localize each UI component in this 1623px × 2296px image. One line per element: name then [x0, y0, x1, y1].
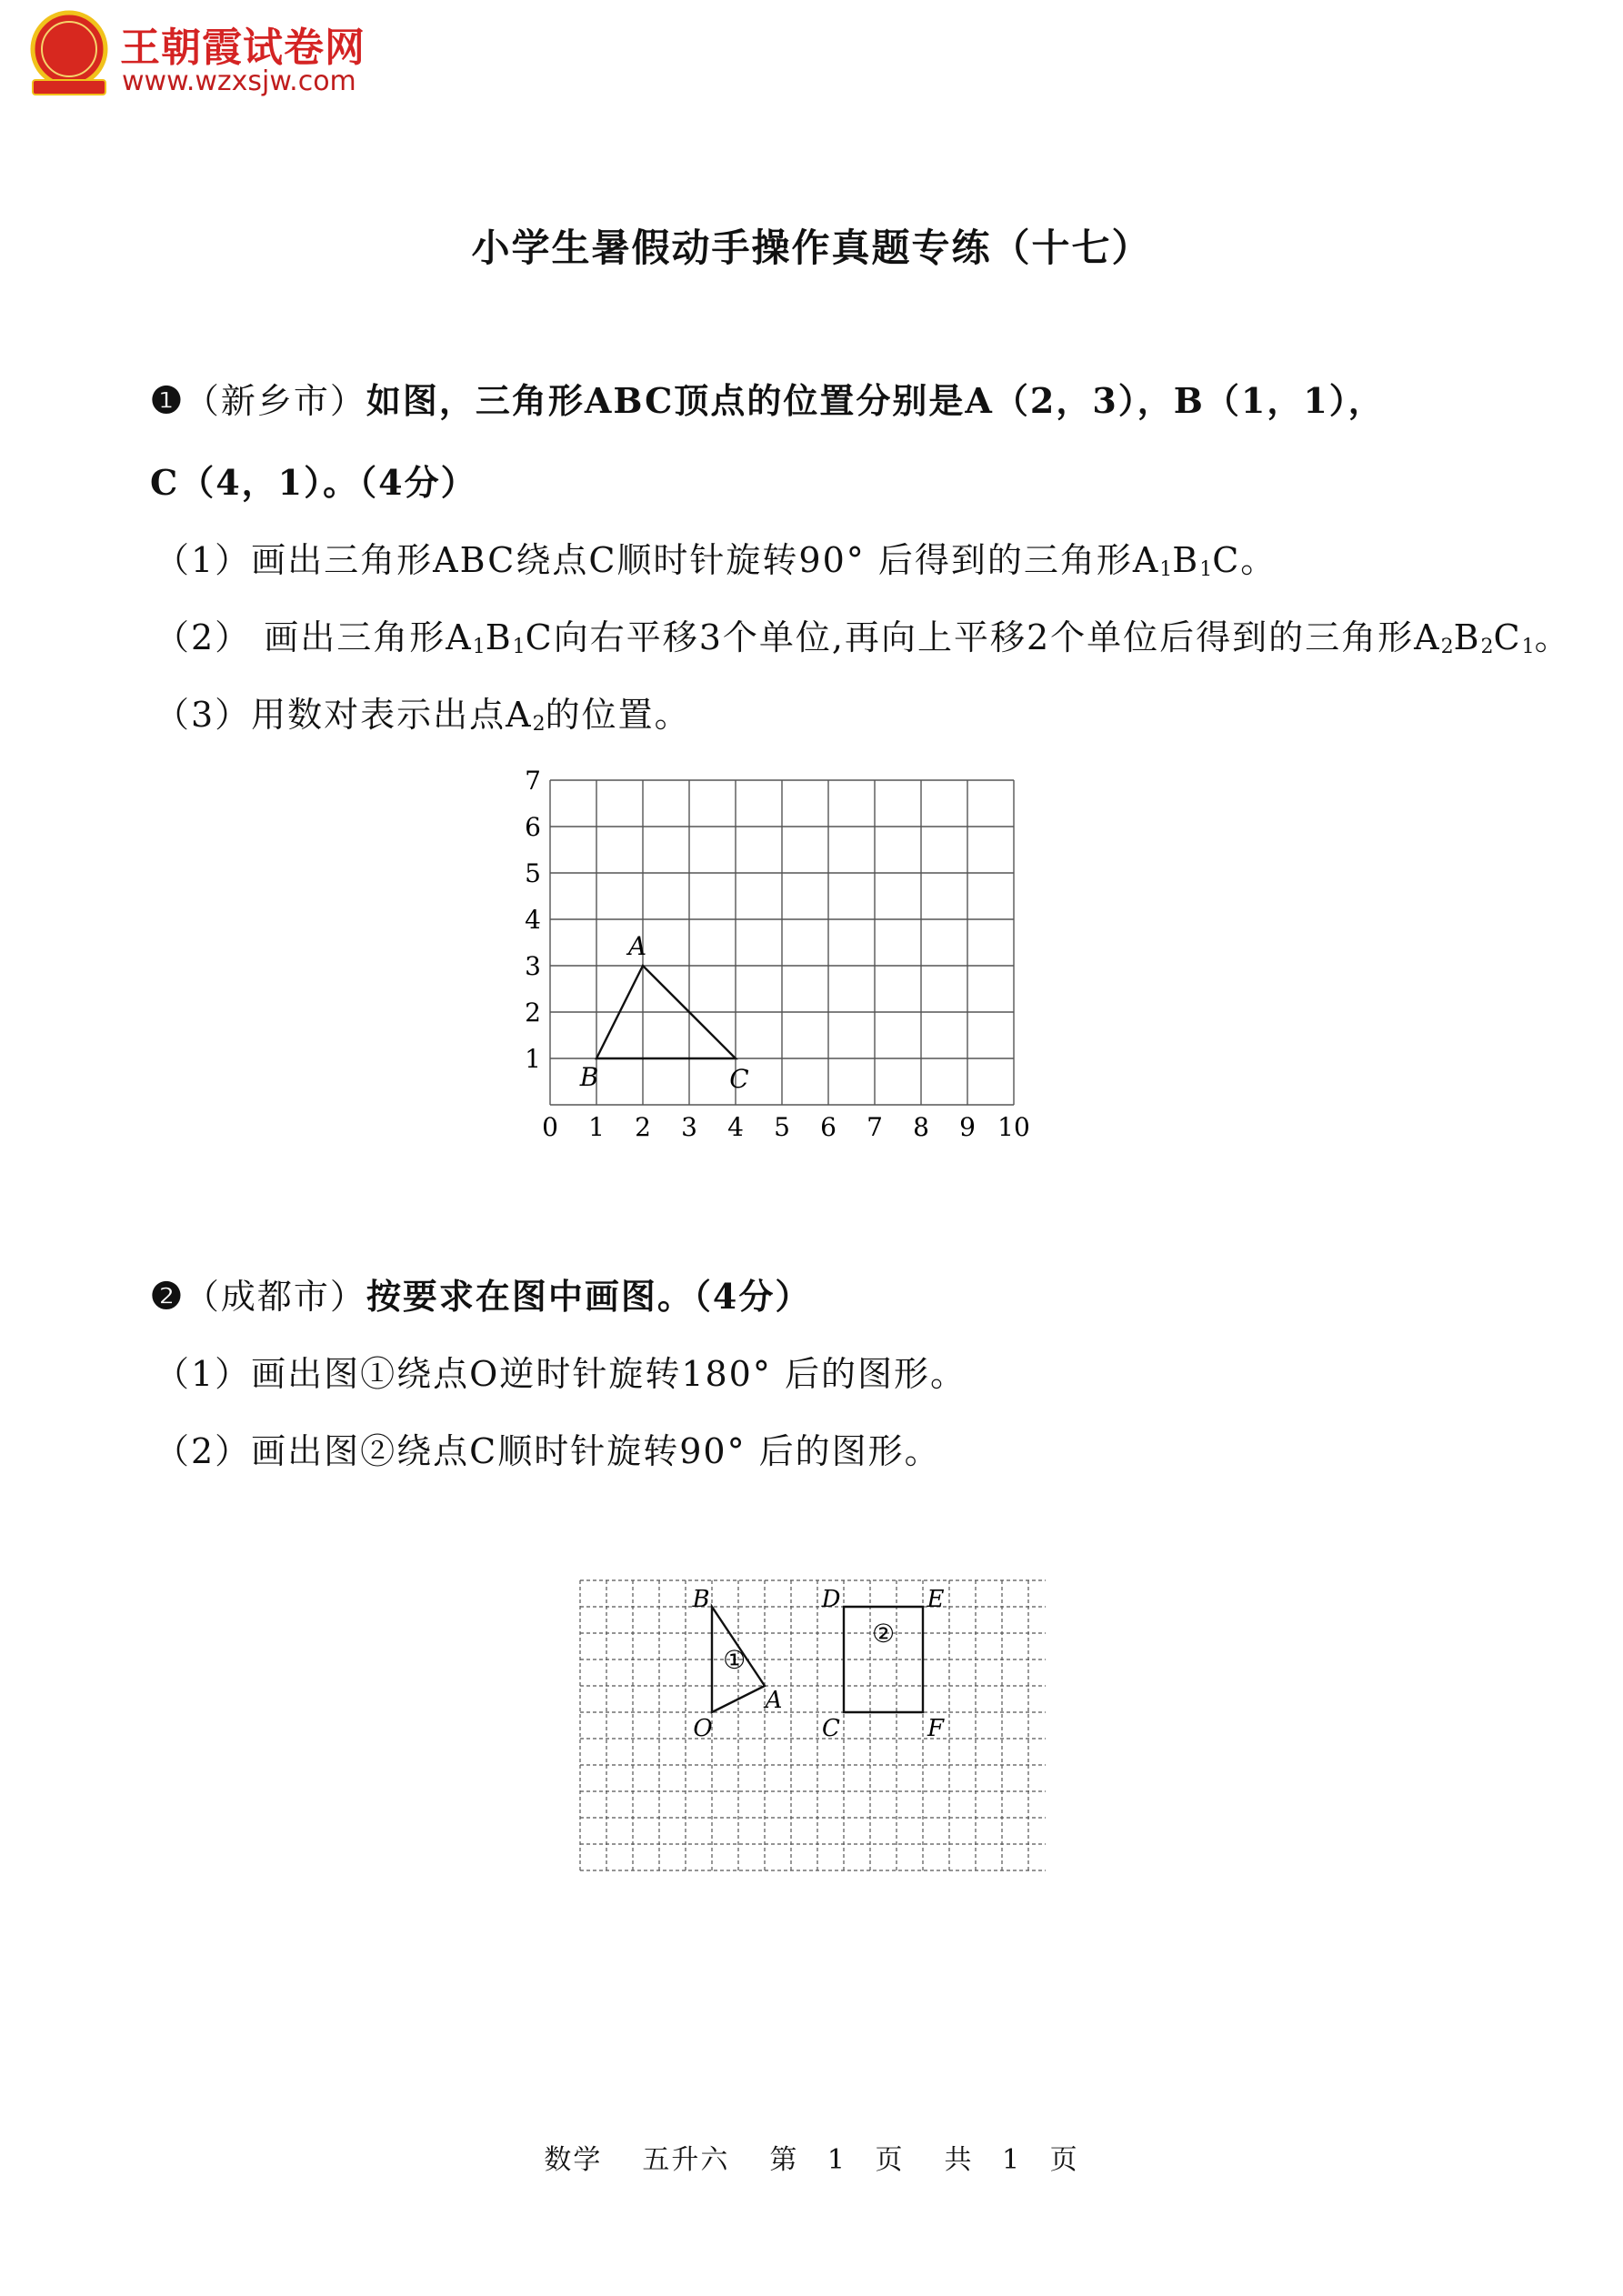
- point-label-a: A: [765, 1687, 783, 1714]
- coordinate-grid-figure: [509, 768, 1055, 1150]
- q1-part3-text: 的位置。: [545, 695, 691, 735]
- point-label-b: B: [692, 1586, 710, 1613]
- y-tick-label: 6: [525, 812, 541, 842]
- q1-part1-text: （1）画出三角形ABC绕点C顺时针旋转90° 后得到的三角形A: [155, 540, 1160, 580]
- point-label-c: C: [822, 1715, 840, 1742]
- x-tick-label: 10: [997, 1112, 1030, 1142]
- footer-subject: 数学: [544, 2144, 603, 2176]
- q1-part2-text: C: [1493, 617, 1522, 657]
- point-label-f: F: [927, 1715, 945, 1742]
- y-tick-label: 4: [525, 905, 541, 935]
- x-tick-label: 4: [727, 1112, 744, 1142]
- footer-grade: 五升六: [642, 2144, 730, 2176]
- x-tick-label: 2: [635, 1112, 651, 1142]
- q2-stem-text: 按要求在图中画图。（4分）: [366, 1276, 812, 1317]
- q1-stem-line2: C（4，1）。（4分）: [150, 462, 477, 503]
- figure-1-label: ①: [723, 1645, 746, 1676]
- footer-total: 共 1 页: [944, 2144, 1079, 2176]
- q1-region: （新乡市）: [184, 381, 366, 421]
- y-tick-label: 7: [525, 768, 541, 796]
- q2-region: （成都市）: [184, 1277, 366, 1317]
- x-tick-label: 9: [959, 1112, 976, 1142]
- figure-2-label: ②: [871, 1619, 896, 1649]
- point-label-d: D: [821, 1586, 841, 1613]
- x-tick-label: 7: [867, 1112, 883, 1142]
- site-logo: [27, 9, 409, 109]
- subscript: 1: [1199, 558, 1213, 581]
- page-title: 小学生暑假动手操作真题专练（十七）: [471, 226, 1152, 270]
- q1-part2-text: （2） 画出三角形A: [155, 617, 473, 657]
- q1-part2-text: B: [485, 617, 513, 657]
- x-tick-label: 1: [588, 1112, 605, 1142]
- q1-stem-line1: [150, 373, 1385, 423]
- point-label-o: O: [693, 1715, 713, 1742]
- y-tick-label: 5: [525, 858, 541, 888]
- subscript: 2: [1440, 636, 1454, 658]
- rotation-grid-figure: [573, 1573, 1046, 1882]
- y-tick-label: 3: [525, 951, 541, 981]
- footer-page: 第 1 页: [769, 2144, 905, 2176]
- page-footer: [0, 2137, 1623, 2177]
- q1-part2: [155, 609, 1571, 659]
- q1-part2-text: C向右平移3个单位,再向上平移2个单位后得到的三角形A: [525, 617, 1441, 657]
- q2-part1: （1）画出图①绕点O逆时针旋转180° 后的图形。: [155, 1354, 967, 1394]
- q1-part3-text: （3）用数对表示出点A: [155, 695, 533, 735]
- q1-stem: 如图，三角形ABC顶点的位置分别是A（2，3），B（1，1），: [366, 380, 1385, 421]
- brand-name[interactable]: 王朝霞试卷网: [120, 25, 366, 71]
- x-tick-label: 5: [774, 1112, 790, 1142]
- x-tick-label: 8: [913, 1112, 929, 1142]
- y-tick-label: 1: [525, 1044, 541, 1074]
- x-tick-label: 3: [681, 1112, 697, 1142]
- site-url[interactable]: www.wzxsjw.com: [122, 65, 356, 97]
- q1-part2-text: B: [1453, 617, 1481, 657]
- q1-part1: [155, 532, 1277, 582]
- q1-marker: ❶: [150, 379, 185, 422]
- y-tick-label: 2: [525, 998, 541, 1028]
- subscript: 1: [472, 636, 486, 658]
- subscript: 1: [512, 636, 526, 658]
- q1-part1-text: B: [1172, 540, 1200, 580]
- q1-part2-text: 。: [1534, 617, 1571, 657]
- x-tick-label: 0: [542, 1112, 558, 1142]
- point-label-b: B: [579, 1062, 599, 1092]
- q2-marker: ❷: [150, 1275, 185, 1318]
- point-label-c: C: [729, 1064, 749, 1094]
- subscript: 1: [1159, 558, 1173, 581]
- q2-part2: （2）画出图②绕点C顺时针旋转90° 后的图形。: [155, 1431, 941, 1471]
- subscript: 1: [1521, 636, 1535, 658]
- subscript: 2: [532, 713, 546, 736]
- q1-part1-text: C。: [1212, 540, 1277, 580]
- subscript: 2: [1480, 636, 1494, 658]
- point-label-a: A: [627, 931, 647, 961]
- seal-icon: [27, 9, 115, 100]
- q2-stem: [150, 1268, 811, 1318]
- q1-part3: [155, 687, 691, 737]
- x-tick-label: 6: [820, 1112, 837, 1142]
- point-label-e: E: [927, 1586, 945, 1613]
